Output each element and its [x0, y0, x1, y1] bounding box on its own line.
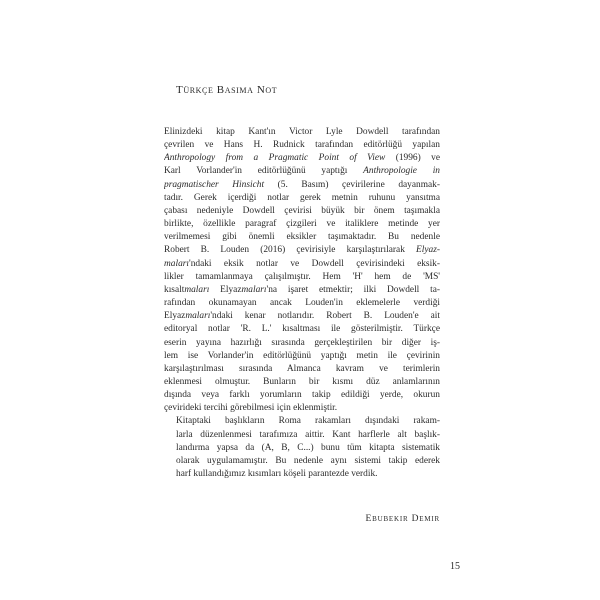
text-line: olarak uygulamamıştır. Bu nedenle aynı sistemi takip ederek: [176, 455, 440, 466]
text-line: çabası nedeniyle Dowdell çevirisi büyük bir önem taşımakla: [164, 205, 440, 216]
text-line: harf kullandığımız kısımları köşeli parantezde verdik.: [176, 469, 378, 480]
text-line: Robert B. Louden (2016) çevirisiyle karşılaştırılarak Elyaz-: [164, 245, 440, 256]
text-line: larla düzenlenmesi tarafımıza aittir. Kant harflerle alt başlık-: [176, 429, 440, 440]
body-text: [164, 126, 440, 481]
text-line: editoryal notlar 'R. L.' kısaltması ile gösterilmiştir. Türkçe: [164, 324, 440, 335]
text-line: dışında veya farklı yorumların takip edildiği yerde, okurun: [164, 390, 440, 401]
text-line: Elinizdeki kitap Kant'ın Victor Lyle Dowdell tarafından: [164, 127, 440, 137]
text-line: çevirideki tercihi görebilmesi için eklenmiştir.: [164, 403, 338, 414]
text-line: Karl Vorlander'in editörlüğünü yaptığı Anthropologie in: [164, 166, 440, 177]
text-line: tadır. Gerek içerdiği notlar gerek metnin ruhunu yansıtma: [164, 192, 440, 203]
author-signature: Ebubekir Demir: [365, 514, 440, 524]
text-line: Anthropology from a Pragmatic Point of View (1996) ve: [164, 153, 440, 164]
text-line: kısaltmaları Elyazmaları'na işaret etmektir; ilki Dowdell ta-: [164, 284, 440, 295]
text-line: likler tamamlanmaya çalışılmıştır. Hem 'H' hem de 'MS': [164, 271, 440, 282]
paragraph-1: [164, 126, 440, 415]
text-line: maları'ndaki eksik notlar ve Dowdell çevirisindeki eksik-: [164, 258, 440, 269]
text-line: lem ise Vorlander'in editörlüğünü yaptığı metin ile çevirinin: [164, 350, 440, 361]
text-line: çevrilen ve Hans H. Rudnick tarafından editörlüğü yapılan: [164, 140, 440, 151]
text-line: pragmatischer Hinsicht (5. Basım) çevirilerine dayanmak-: [164, 179, 440, 190]
text-line: birlikte, özellikle paragraf çizgileri ve italiklere metinde yer: [164, 219, 440, 230]
text-line: eklenmesi olmuştur. Bunların bir kısmı düz anlamlarının: [164, 376, 440, 387]
text-line: eserin yayına hazırlığı sırasında gerçekleştirilen bir diğer iş-: [164, 337, 440, 348]
text-line: Kitaptaki başlıkların Roma rakamları dışındaki rakam-: [176, 416, 440, 427]
paragraph-2: [164, 415, 440, 481]
text-line: landırma yapsa da (A, B, C...) bunu tüm kitapta sistematik: [176, 442, 440, 453]
text-line: verilmemesi gibi önemli eksikler taşımaktadır. Bu nedenle: [164, 232, 440, 243]
text-line: rafından okunamayan ancak Louden'in eklemelerle verdiği: [164, 298, 440, 309]
text-line: karşılaştırılması sırasında Almanca kavram ve terimlerin: [164, 363, 440, 374]
section-heading: Türkçe Basıma Not: [176, 84, 278, 96]
text-line: Elyazmaları'ndaki kenar notlarıdır. Robert B. Louden'e ait: [164, 311, 440, 322]
page-number: 15: [450, 561, 460, 572]
